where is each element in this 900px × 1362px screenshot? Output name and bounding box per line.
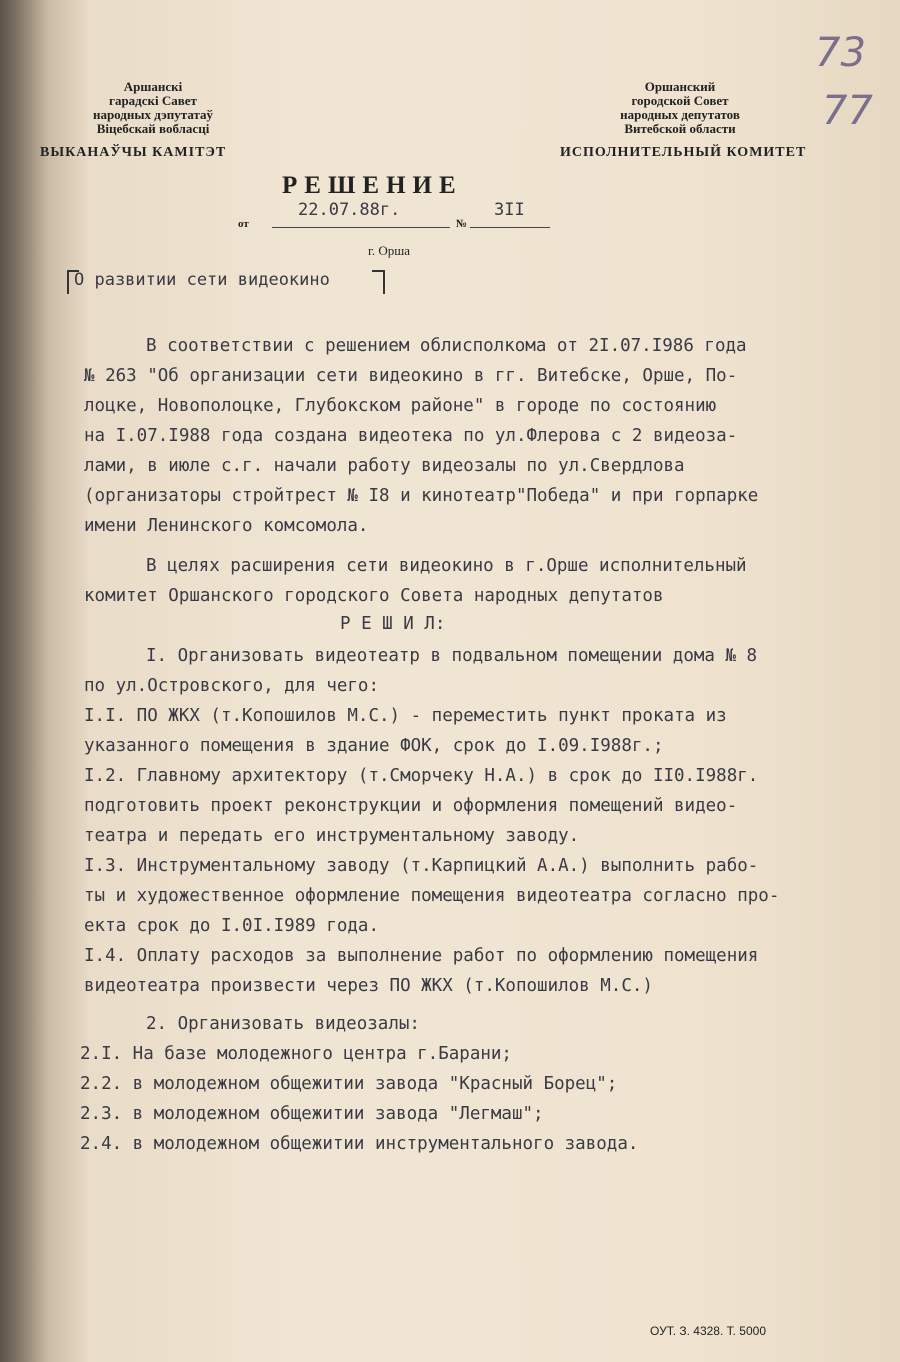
body-line: ты и художественное оформление помещения видеотеатра согласно про- [84, 886, 780, 906]
body-line: лами, в июле с.г. начали работу видеозалы по ул.Свердлова [84, 456, 685, 476]
subject-bracket-left [67, 270, 69, 294]
handwritten-number-b: 77 [822, 88, 873, 134]
header-left-line: народных дэпутатаў [92, 107, 214, 122]
header-left-line: Віцебскай вобласці [96, 121, 210, 136]
body-line: 2.I. На базе молодежного центра г.Барани; [80, 1044, 512, 1064]
header-russian [560, 79, 807, 160]
body-line: комитет Оршанского городского Совета народных депутатов [84, 586, 664, 606]
body-line: видеотеатра произвести через ПО ЖКХ (т.Копошилов М.С.) [84, 976, 653, 996]
body-line: лоцке, Новополоцке, Глубокском районе" в городе по состоянию [84, 396, 717, 416]
date-underline [272, 227, 450, 228]
header-right-line: Витебской области [624, 121, 736, 136]
handwritten-number-a: 73 [815, 30, 866, 76]
city-label: г. Орша [368, 243, 411, 258]
body-line: подготовить проект реконструкции и оформления помещений видео- [84, 796, 738, 816]
body-line: 2. Организовать видеозалы: [146, 1014, 420, 1034]
date-value: 22.07.88г. [298, 200, 401, 220]
body-line: 2.4. в молодежном общежитии инструментального завода. [80, 1134, 639, 1154]
body-line: 2.3. в молодежном общежитии завода "Легмаш"; [80, 1104, 544, 1124]
body-line: театра и передать его инструментальному заводу. [84, 826, 580, 846]
header-right-line: народных депутатов [620, 107, 740, 122]
header-left-committee: ВЫКАНАЎЧЫ КАМІТЭТ [40, 145, 227, 160]
header-right-line: городской Совет [631, 93, 729, 108]
body-line: указанного помещения в здание ФОК, срок до I.09.I988г.; [84, 736, 664, 756]
body-line: екта срок до I.0I.I989 года. [84, 916, 380, 936]
subject-bracket-right [383, 270, 385, 294]
body-line: на I.07.I988 года создана видеотека по ул.Флерова с 2 видеоза- [84, 426, 738, 446]
body-line: I.I. ПО ЖКХ (т.Копошилов М.С.) - переместить пункт проката из [84, 706, 727, 726]
body-line: I.3. Инструментальному заводу (т.Карпицкий А.А.) выполнить рабо- [84, 856, 759, 876]
body-line: по ул.Островского, для чего: [84, 676, 380, 696]
header-right-line: Оршанский [644, 79, 716, 94]
body-line: I.4. Оплату расходов за выполнение работ по оформлению помещения [84, 946, 759, 966]
body-line: В соответствии с решением облисполкома от 2I.07.I986 года [146, 336, 747, 356]
date-label: от [238, 218, 249, 230]
body-line: Р Е Ш И Л: [340, 614, 446, 634]
number-underline [470, 227, 550, 228]
document-title: РЕШЕНИЕ [282, 172, 463, 199]
number-label: № [456, 218, 468, 230]
print-footer: ОУТ. З. 4328. Т. 5000 [650, 1324, 767, 1338]
number-value: 3II [494, 200, 525, 220]
header-right-committee: ИСПОЛНИТЕЛЬНЫЙ КОМИТЕТ [560, 145, 807, 160]
body-line: (организаторы стройтрест № I8 и кинотеатр"Победа" и при горпарке [84, 486, 759, 506]
document-subject: О развитии сети видеокино [74, 270, 330, 290]
subject-bracket-right-top [372, 270, 384, 272]
header-left-line: Аршанскі [123, 79, 183, 94]
body-line: № 263 "Об организации сети видеокино в гг. Витебске, Орше, По- [84, 366, 738, 386]
body-line: В целях расширения сети видеокино в г.Орше исполнительный [146, 556, 747, 576]
header-belarusian [40, 79, 248, 160]
body-line: имени Ленинского комсомола. [84, 516, 369, 536]
header-left-line: гарадскі Савет [109, 93, 197, 108]
body-line: I.2. Главному архитектору (т.Сморчеку Н.А.) в срок до II0.I988г. [84, 766, 759, 786]
body-line: 2.2. в молодежном общежитии завода "Красный Борец"; [80, 1074, 618, 1094]
body-line: I. Организовать видеотеатр в подвальном помещении дома № 8 [146, 646, 758, 666]
